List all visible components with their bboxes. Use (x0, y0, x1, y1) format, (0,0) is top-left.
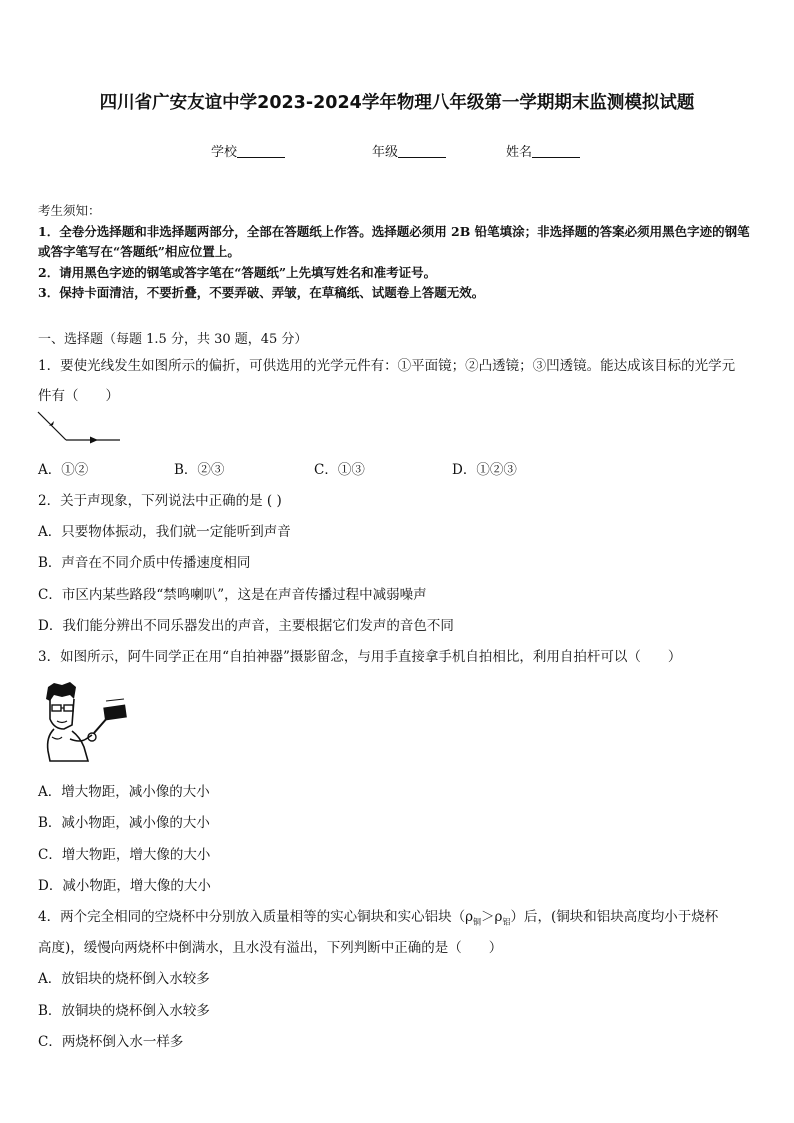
q2-option-a: A．只要物体振动，我们就一定能听到声音 (38, 524, 291, 540)
q2-option-c: C．市区内某些路段“禁鸣喇叭”，这是在声音传播过程中减弱噪声 (38, 587, 427, 603)
q4-sub-aluminum: 铝 (502, 917, 511, 927)
q3-option-b: B．减小物距，减小像的大小 (38, 815, 210, 831)
notice-heading: 考生须知： (38, 203, 101, 218)
q1-option-d: D．①②③ (452, 462, 517, 478)
q4-option-a: A．放铝块的烧杯倒入水较多 (38, 971, 210, 987)
school-blank (237, 145, 285, 158)
q4-sub-copper: 铜 (473, 917, 482, 927)
q4-option-c: C．两烧杯倒入水一样多 (38, 1034, 184, 1050)
grade-blank (398, 145, 446, 158)
q1-option-a: A．①② (38, 462, 89, 478)
q3-option-d: D．减小物距，增大像的大小 (38, 878, 211, 894)
q3-option-a: A．增大物距，减小像的大小 (38, 784, 210, 800)
q2-option-b: B．声音在不同介质中传播速度相同 (38, 555, 251, 571)
q4-stem-part-b: ）后，(铜块和铝块高度均小于烧杯 (510, 909, 719, 925)
school-label: 学校 (211, 145, 238, 160)
section-heading: 一、选择题（每题 1.5 分，共 30 题，45 分） (38, 332, 308, 347)
notice-item: 2．请用黑色字迹的钢笔或答字笔在“答题纸”上先填写姓名和准考证号。 (38, 264, 437, 280)
q1-option-c: C．①③ (314, 462, 365, 478)
notice-block (38, 201, 758, 304)
q2-option-d: D．我们能分辨出不同乐器发出的声音，主要根据它们发声的音色不同 (38, 618, 454, 634)
light-ray-diagram (36, 408, 126, 448)
grade-label: 年级 (372, 145, 399, 160)
name-label: 姓名 (506, 145, 533, 160)
grade-field (372, 141, 446, 160)
page-title: 四川省广安友谊中学2023-2024学年物理八年级第一学期期末监测模拟试题 (99, 93, 695, 113)
selfie-stick-illustration (40, 681, 132, 765)
q4-stem-part-a: 4．两个完全相同的空烧杯中分别放入质量相等的实心铜块和实心铝块（ρ (38, 909, 474, 925)
school-field (211, 141, 285, 160)
name-blank (532, 145, 580, 158)
q3-stem: 3．如图所示，阿牛同学正在用“自拍神器”摄影留念，与用手直接拿手机自拍相比，利用自拍杆可以（ ） (38, 649, 682, 665)
notice-item: 1．全卷分选择题和非选择题两部分，全部在答题纸上作答。选择题必须用 2B 铅笔填涂；非选择题的答案必须用黑色字迹的钢笔或答字笔写在“答题纸”相应位置上。 (38, 223, 750, 259)
q4-stem-line2: 高度)，缓慢向两烧杯中倒满水，且水没有溢出，下列判断中正确的是（ ） (38, 940, 503, 956)
q1-stem-line2: 件有（ ） (38, 388, 119, 404)
q1-option-b: B．②③ (174, 462, 225, 478)
q4-option-b: B．放铜块的烧杯倒入水较多 (38, 1003, 210, 1019)
q2-stem: 2．关于声现象，下列说法中正确的是 ( ) (38, 493, 282, 509)
q3-option-c: C．增大物距，增大像的大小 (38, 847, 211, 863)
q4-stem-line1 (38, 905, 718, 928)
notice-item: 3．保持卡面清洁，不要折叠，不要弄破、弄皱，在草稿纸、试题卷上答题无效。 (38, 285, 485, 300)
name-field (506, 141, 580, 160)
q4-gt: ＞ρ (481, 909, 503, 925)
q1-stem-line1: 1．要使光线发生如图所示的偏折，可供选用的光学元件有：①平面镜；②凸透镜；③凹透镜。能达成该目标的光学元 (38, 358, 736, 374)
